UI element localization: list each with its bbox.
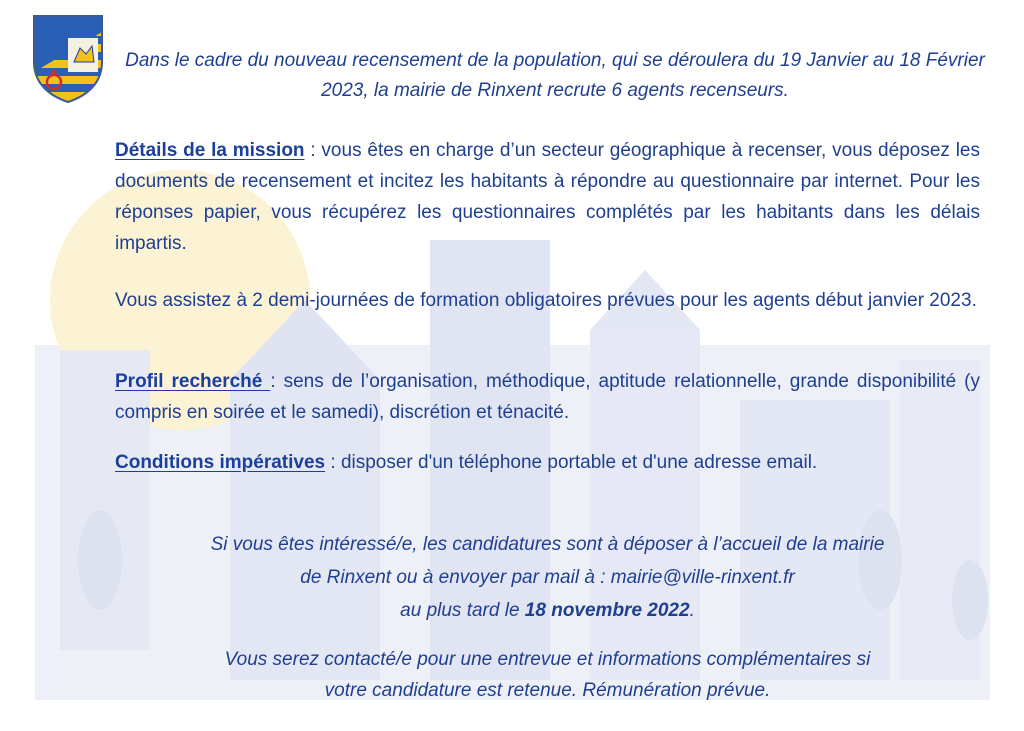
apply-deadline-suffix: .	[689, 600, 695, 621]
mission-paragraph	[115, 135, 980, 259]
contact-note	[110, 644, 985, 706]
intro-paragraph: Dans le cadre du nouveau recensement de la population, qui se déroulera du 19 Janvier au 18 Février 2023, la mairie de Rinxent recrute 6 agents recenseurs.	[125, 50, 985, 101]
mission-heading: Détails de la mission	[115, 140, 305, 161]
coat-of-arms-icon	[30, 12, 106, 104]
apply-line-1: Si vous êtes intéressé/e, les candidatures sont à déposer à l’accueil de la mairie	[210, 534, 885, 555]
profile-paragraph	[115, 366, 980, 428]
profile-text: : sens de l’organisation, méthodique, aptitude relationnelle, grande disponibilité (y compris en soirée et le samedi), discrétion et ténacité.	[115, 371, 980, 423]
conditions-heading: Conditions impératives	[115, 452, 326, 473]
apply-line-2: de Rinxent ou à envoyer par mail à : mairie@ville-rinxent.fr	[300, 567, 795, 588]
conditions-paragraph	[115, 447, 980, 478]
mission-text: : vous êtes en charge d’un secteur géographique à recenser, vous déposez les documents de recensement et incitez les habitants à répondre au questionnaire par internet. Pour les réponses papier, vous récupérez les questionnaires complétés par les habitants dans les délais impartis.	[115, 140, 980, 254]
contact-line-1: Vous serez contacté/e pour une entrevue et informations complémentaires si	[224, 649, 871, 670]
apply-deadline-prefix: au plus tard le	[400, 600, 525, 621]
profile-heading: Profil recherché	[115, 371, 271, 392]
apply-deadline: 18 novembre 2022	[524, 600, 690, 621]
conditions-text: : disposer d'un téléphone portable et d'une adresse email.	[325, 452, 818, 473]
application-instructions	[110, 528, 985, 627]
training-paragraph: Vous assistez à 2 demi-journées de formation obligatoires prévues pour les agents début janvier 2023.	[115, 290, 977, 311]
contact-line-2: votre candidature est retenue. Rémunération prévue.	[324, 680, 771, 701]
apply-line-3	[110, 594, 985, 627]
